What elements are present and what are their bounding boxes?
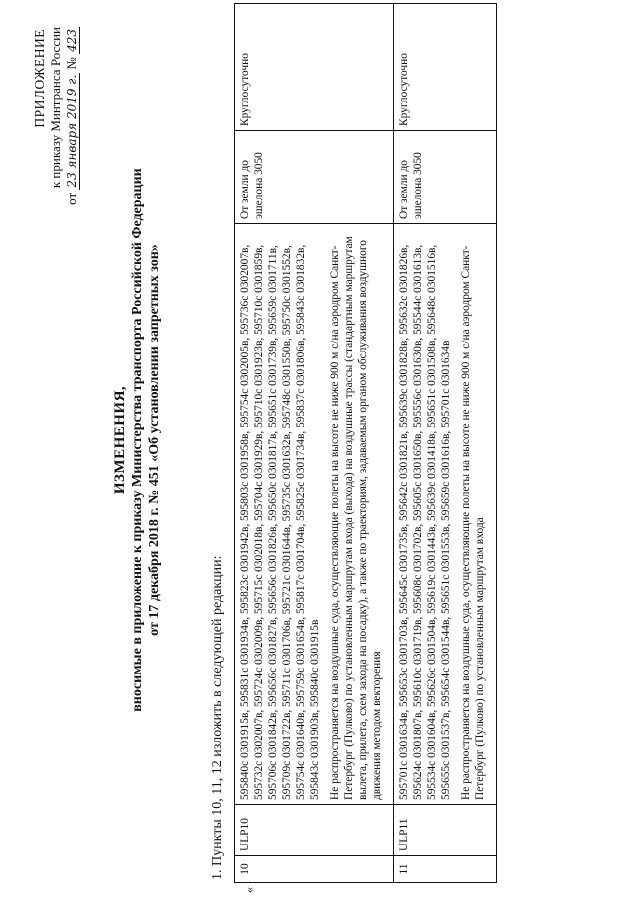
annex-from-label: от bbox=[64, 192, 79, 205]
annex-header bbox=[32, 27, 80, 227]
title-line-3: от 17 декабря 2018 г. № 451 «Об установлении запретных зон» bbox=[147, 244, 162, 636]
zone-time: Круглосуточно bbox=[235, 4, 394, 131]
document-title bbox=[112, 95, 163, 785]
opening-quote-mark: « bbox=[242, 887, 256, 893]
table-row bbox=[235, 4, 394, 883]
zone-description bbox=[235, 224, 394, 805]
annex-number-label: № bbox=[64, 57, 79, 70]
zone-code: ULP11 bbox=[394, 805, 497, 856]
zone-altitude: От земли до эшелона 3050 bbox=[394, 131, 497, 224]
annex-date-handwritten: 23 января 2019 г. bbox=[65, 74, 79, 188]
zone-note: Не распространяется на воздушные суда, осуществляющие полеты на высоте не ниже 900 м с/на аэродром Санкт-Петербург (Пулково) по установленным маршрутам входа bbox=[460, 245, 486, 800]
zone-code: ULP10 bbox=[235, 805, 394, 856]
zone-coordinates: 595701с 0301634в, 595653с 0301703в, 595645с 0301735в, 595642с 0301821в, 595639с 0301828в, 595632с 0301826в, 595624с 0301807в, 595610с 0301719в, 595608с 0301702в, 595605с 0301650в, 595556с 0301630в, 595544с 0301613в, 595534с 0301604в, 595626с 0301504в, 595619с 0301443в, 595639с 0301418в, 595651с 0301508в, 595648с 0301516в, 595655с 0301537в, 595654с 0301544в, 595651с 0301553в, 595659с 0301616в, 595701с 0301634в bbox=[398, 244, 452, 800]
zone-coordinates: 595840с 0301915в, 595831с 0301934в, 595823с 0301942в, 595803с 0301958в, 595754с 0302005в, 595736с 0302007в, 595732с 0302007в, 595724с 0302009в, 595715с 0302018в, 595704с 0301929в, 595710с 0301923в, 595710с 0301859в, 595706с 0301842в, 595656с 0301827в, 595656с 0301826в, 595650с 0301817в, 595651с 0301739в, 595659с 0301711в, 595709с 0301722в, 595711с 0301706в, 595721с 0301644в, 595735с 0301632в, 595748с 0301550в, 595750с 0301552в, 595754с 0301640в, 595759с 0301654в, 595817с 0301704в, 595825с 0301734в, 595837с 0301806в, 595843с 0301832в, 595843с 0301903в, 595840с 0301915в bbox=[239, 244, 321, 800]
annex-order-line: к приказу Минтранса России bbox=[48, 27, 63, 189]
zone-time: Круглосуточно bbox=[394, 4, 497, 131]
zone-description bbox=[394, 224, 497, 805]
annex-title: ПРИЛОЖЕНИЕ bbox=[32, 29, 47, 128]
table-row bbox=[394, 4, 497, 883]
zone-note: Не распространяется на воздушные суда, осуществляющие полеты на высоте не ниже 900 м с/на аэродром Санкт-Петербург (Пулково) по установленным маршрутам входа (выхода) на воздушные трассы (стандартным маршрутам вылета, прилета, схем захода на посадку), а также по траекториям, задаваемым органом обслуживания воздушного движения методом векторения bbox=[329, 236, 383, 800]
annex-date-line bbox=[64, 27, 80, 227]
zones-table bbox=[234, 3, 497, 883]
row-number: 10 bbox=[235, 856, 394, 883]
zone-altitude: От земли до эшелона 3050 bbox=[235, 131, 394, 224]
intro-text: 1. Пункты 10, 11, 12 изложить в следующей редакции: bbox=[210, 555, 225, 880]
row-number: 11 bbox=[394, 856, 497, 883]
title-line-1: ИЗМЕНЕНИЯ, bbox=[112, 385, 128, 495]
title-line-2: вносимые в приложение к приказу Министерства транспорта Российской Федерации bbox=[130, 168, 145, 712]
annex-number-handwritten: 423 bbox=[65, 29, 79, 52]
